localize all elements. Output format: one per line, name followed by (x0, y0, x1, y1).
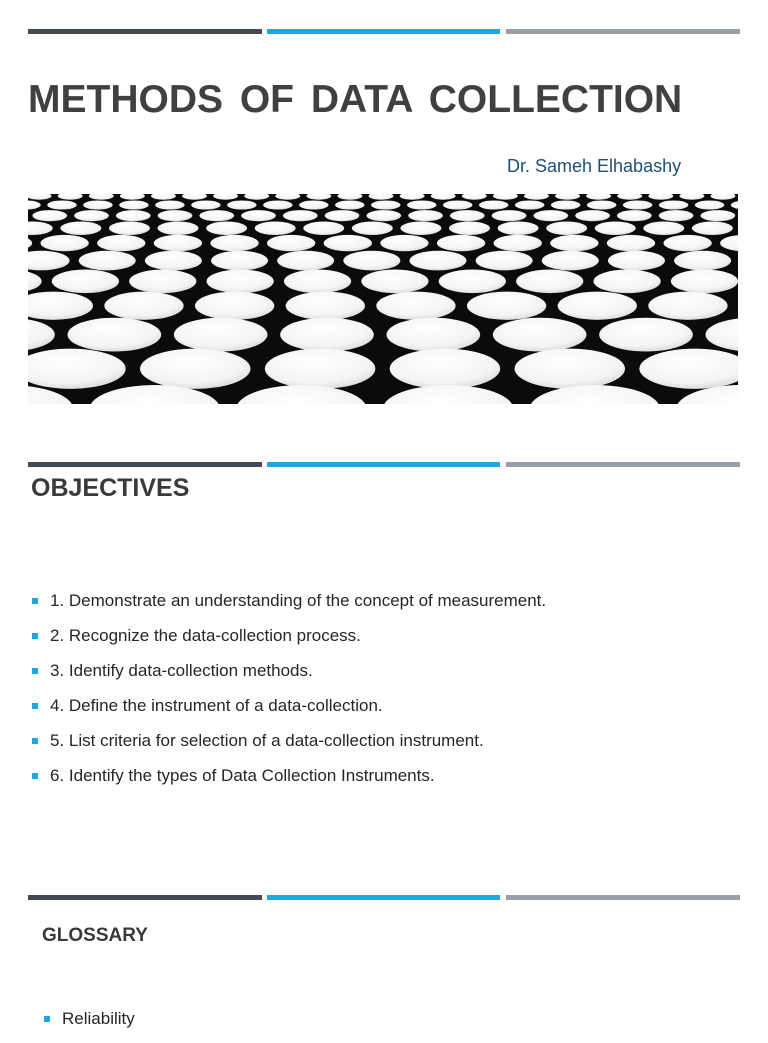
square-bullet-icon (32, 598, 38, 604)
objectives-heading: OBJECTIVES (31, 474, 190, 502)
white-disc-shape (28, 349, 126, 389)
white-disc-shape (303, 221, 344, 235)
square-bullet-icon (44, 1016, 50, 1022)
rule-gray-segment (506, 462, 740, 467)
white-disc-shape (337, 194, 362, 200)
white-disc-shape (227, 200, 256, 209)
white-disc-shape (79, 251, 136, 271)
white-disc-shape (366, 210, 401, 221)
square-bullet-icon (32, 773, 38, 779)
banner-image-white-discs (28, 194, 738, 404)
white-disc-shape (280, 318, 374, 352)
objective-item: 6. Identify the types of Data Collection Instruments. (32, 765, 546, 800)
white-disc-shape (119, 200, 148, 209)
white-disc-shape (409, 251, 466, 271)
white-disc-shape (595, 221, 636, 235)
white-disc-shape (241, 210, 276, 221)
white-disc-shape (648, 292, 727, 320)
white-disc-shape (265, 349, 376, 389)
white-disc-shape (617, 194, 642, 200)
rule-blue-segment (267, 462, 500, 467)
objective-item: 1. Demonstrate an understanding of the concept of measurement. (32, 590, 546, 625)
white-disc-shape (283, 210, 318, 221)
white-disc-shape (449, 221, 490, 235)
white-disc-shape (324, 235, 372, 251)
white-disc-shape (551, 200, 580, 209)
white-disc-shape (493, 318, 587, 352)
white-disc-shape (659, 200, 688, 209)
white-disc-shape (720, 235, 738, 251)
white-disc-shape (546, 221, 587, 235)
white-disc-shape (710, 194, 735, 200)
white-disc-shape (195, 292, 274, 320)
white-disc-shape (28, 200, 41, 209)
square-bullet-icon (32, 668, 38, 674)
white-disc-shape (700, 210, 735, 221)
white-disc-shape (213, 194, 238, 200)
white-disc-shape (515, 200, 544, 209)
white-disc-shape (211, 251, 268, 271)
white-disc-shape (498, 221, 539, 235)
white-disc-shape (408, 210, 443, 221)
white-disc-shape (325, 210, 360, 221)
white-disc-shape (263, 200, 292, 209)
disc-pattern-graphic (28, 194, 738, 404)
white-disc-shape (695, 200, 724, 209)
glossary-slide-top-rule (28, 895, 740, 900)
white-disc-shape (109, 221, 150, 235)
white-disc-shape (674, 251, 731, 271)
white-disc-shape (74, 210, 109, 221)
white-disc-shape (28, 194, 52, 200)
white-disc-shape (558, 292, 637, 320)
white-disc-shape (599, 318, 693, 352)
white-disc-shape (706, 318, 738, 352)
white-disc-shape (97, 235, 145, 251)
white-disc-shape (542, 251, 599, 271)
white-disc-shape (387, 318, 481, 352)
rule-gray-segment (506, 29, 740, 34)
white-disc-shape (116, 210, 151, 221)
glossary-heading: GLOSSARY (42, 925, 148, 946)
white-disc-shape (400, 194, 425, 200)
white-disc-shape (206, 221, 247, 235)
white-disc-shape (343, 251, 400, 271)
title-slide-top-rule (28, 29, 740, 34)
white-disc-shape (515, 349, 626, 389)
white-disc-shape (174, 318, 268, 352)
objective-item: 2. Recognize the data-collection process. (32, 625, 546, 660)
white-disc-shape (58, 194, 83, 200)
white-disc-shape (516, 269, 583, 293)
white-disc-shape (494, 235, 542, 251)
white-disc-shape (493, 194, 518, 200)
white-disc-shape (679, 194, 704, 200)
white-disc-shape (68, 318, 162, 352)
white-disc-shape (40, 235, 88, 251)
white-disc-shape (154, 235, 202, 251)
white-disc-shape (586, 194, 611, 200)
white-disc-shape (555, 194, 580, 200)
square-bullet-icon (32, 738, 38, 744)
rule-gray-segment (506, 895, 740, 900)
white-disc-shape (479, 200, 508, 209)
white-disc-shape (28, 221, 53, 235)
white-disc-shape (158, 221, 199, 235)
white-disc-shape (104, 292, 183, 320)
objectives-slide-top-rule (28, 462, 740, 467)
white-disc-shape (335, 200, 364, 209)
white-disc-shape (437, 235, 485, 251)
white-disc-shape (524, 194, 549, 200)
objective-item: 5. List criteria for selection of a data-collection instrument. (32, 730, 546, 765)
white-disc-shape (277, 251, 334, 271)
white-disc-shape (199, 210, 234, 221)
white-disc-shape (182, 194, 207, 200)
white-disc-shape (275, 194, 300, 200)
white-disc-shape (236, 385, 366, 404)
white-disc-shape (28, 251, 70, 271)
white-disc-shape (467, 292, 546, 320)
white-disc-shape (407, 200, 436, 209)
white-disc-shape (608, 251, 665, 271)
white-disc-shape (267, 235, 315, 251)
white-disc-shape (151, 194, 176, 200)
white-disc-shape (400, 221, 441, 235)
white-disc-shape (255, 221, 296, 235)
author-name: Dr. Sameh Elhabashy (507, 156, 682, 176)
white-disc-shape (643, 221, 684, 235)
glossary-item: Reliability (44, 1008, 135, 1043)
white-disc-shape (361, 269, 428, 293)
white-disc-shape (439, 269, 506, 293)
white-disc-shape (286, 292, 365, 320)
objective-item: 4. Define the instrument of a data-collection. (32, 695, 546, 730)
white-disc-shape (60, 221, 101, 235)
white-disc-shape (639, 349, 738, 389)
white-disc-shape (28, 292, 93, 320)
glossary-list (44, 1008, 135, 1043)
objectives-list (32, 590, 546, 800)
rule-dark-segment (28, 462, 262, 467)
white-disc-shape (443, 200, 472, 209)
square-bullet-icon (32, 633, 38, 639)
white-disc-shape (129, 269, 196, 293)
white-disc-shape (306, 194, 331, 200)
white-disc-shape (390, 349, 501, 389)
white-disc-shape (692, 221, 733, 235)
white-disc-shape (575, 210, 610, 221)
white-disc-shape (83, 200, 112, 209)
white-disc-shape (28, 318, 55, 352)
white-disc-shape (593, 269, 660, 293)
white-disc-shape (476, 251, 533, 271)
square-bullet-icon (32, 703, 38, 709)
white-disc-shape (371, 200, 400, 209)
white-disc-shape (648, 194, 673, 200)
white-disc-shape (533, 210, 568, 221)
white-disc-shape (47, 200, 76, 209)
white-disc-shape (431, 194, 456, 200)
white-disc-shape (28, 269, 42, 293)
white-disc-shape (89, 194, 114, 200)
white-disc-shape (32, 210, 67, 221)
white-disc-shape (352, 221, 393, 235)
white-disc-shape (120, 194, 145, 200)
white-disc-shape (244, 194, 269, 200)
white-disc-shape (52, 269, 119, 293)
white-disc-shape (550, 235, 598, 251)
rule-dark-segment (28, 895, 262, 900)
white-disc-shape (140, 349, 251, 389)
slide-title: METHODS OF DATA COLLECTION (28, 78, 683, 121)
white-disc-shape (607, 235, 655, 251)
white-disc-shape (617, 210, 652, 221)
white-disc-shape (450, 210, 485, 221)
white-disc-shape (155, 200, 184, 209)
white-disc-shape (376, 292, 455, 320)
rule-dark-segment (28, 29, 262, 34)
rule-blue-segment (267, 895, 500, 900)
white-disc-shape (158, 210, 193, 221)
white-disc-shape (380, 235, 428, 251)
white-disc-shape (369, 194, 394, 200)
white-disc-shape (623, 200, 652, 209)
white-disc-shape (587, 200, 616, 209)
white-disc-shape (145, 251, 202, 271)
white-disc-shape (191, 200, 220, 209)
white-disc-shape (671, 269, 738, 293)
white-disc-shape (462, 194, 487, 200)
white-disc-shape (28, 235, 32, 251)
white-disc-shape (207, 269, 274, 293)
white-disc-shape (659, 210, 694, 221)
white-disc-shape (530, 385, 660, 404)
white-disc-shape (731, 200, 738, 209)
white-disc-shape (383, 385, 513, 404)
white-disc-shape (210, 235, 258, 251)
rule-blue-segment (267, 29, 500, 34)
white-disc-shape (663, 235, 711, 251)
white-disc-shape (284, 269, 351, 293)
white-disc-shape (492, 210, 527, 221)
white-disc-shape (299, 200, 328, 209)
objective-item: 3. Identify data-collection methods. (32, 660, 546, 695)
